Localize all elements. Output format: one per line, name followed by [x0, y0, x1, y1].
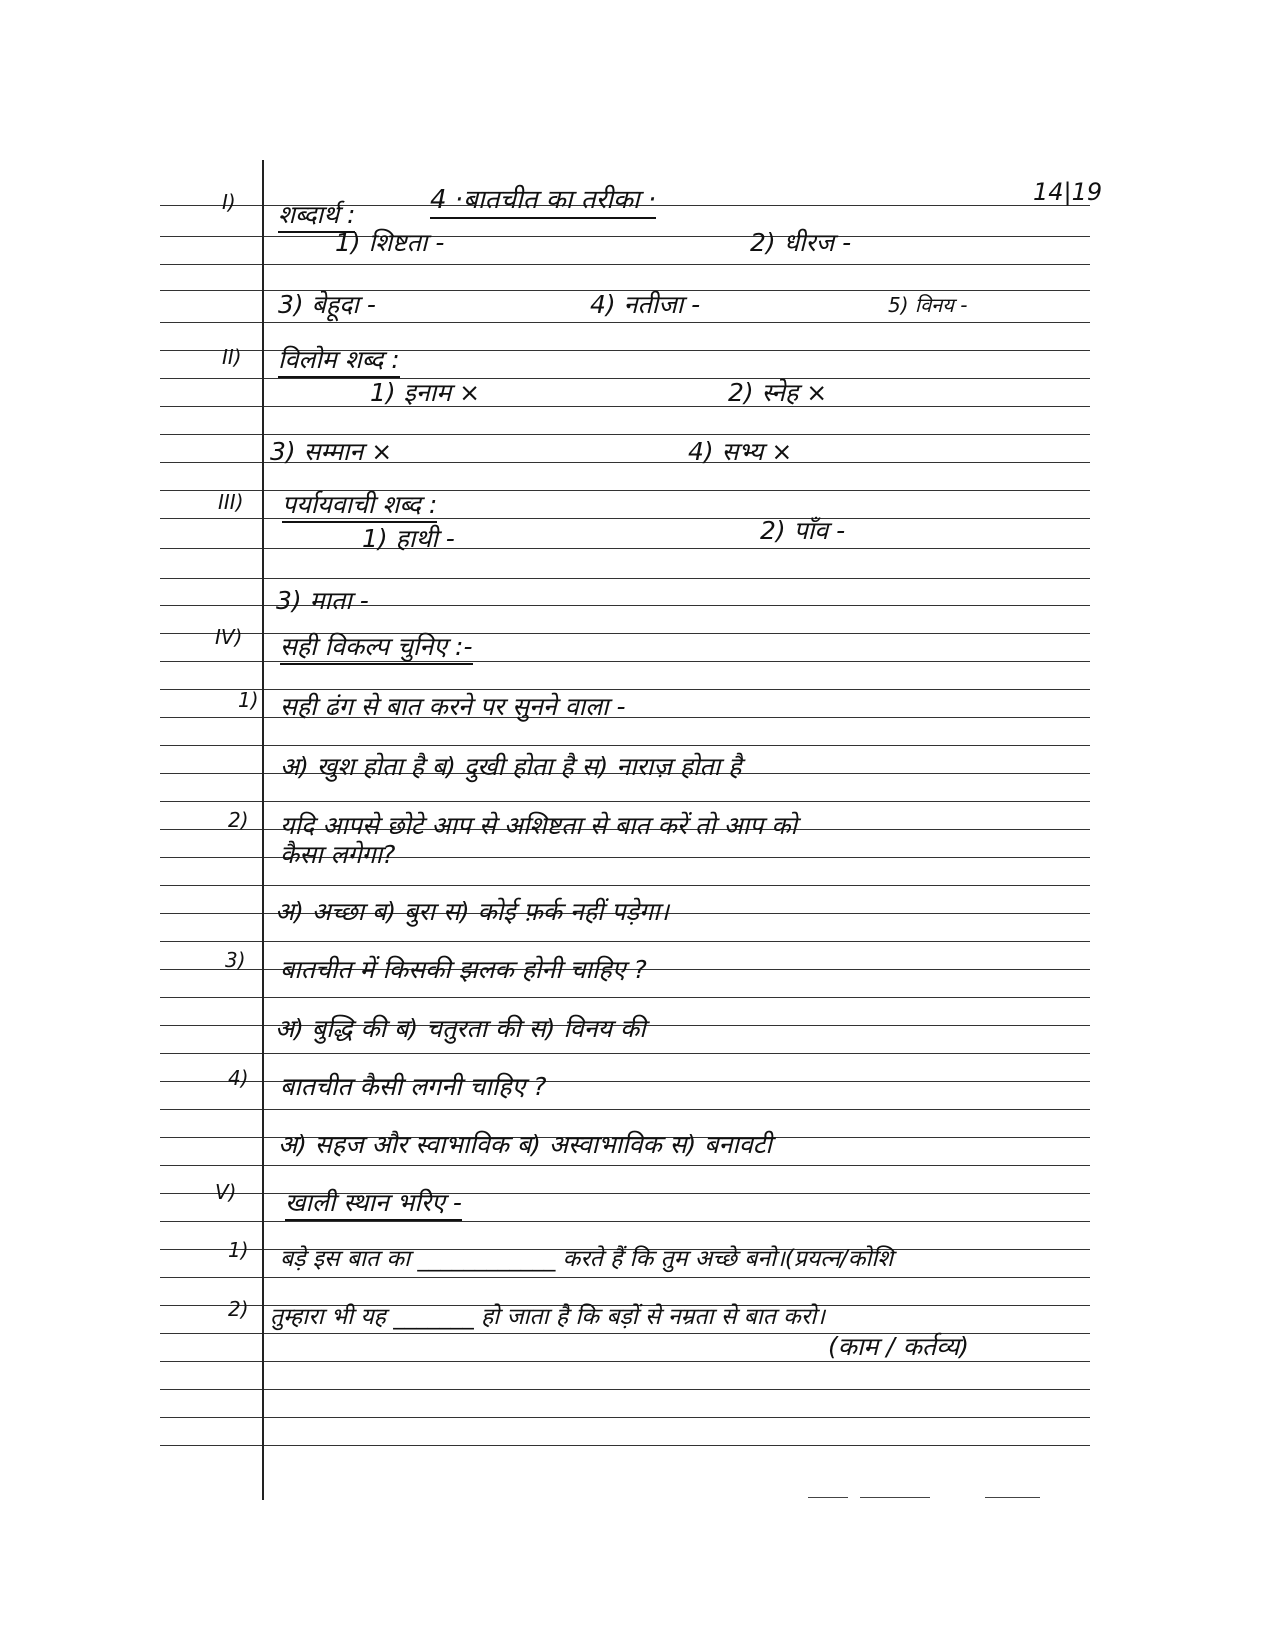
ruled-line — [160, 406, 1090, 407]
question-text: यदि आपसे छोटे आप से अशिष्टता से बात करें तो आप को — [280, 811, 797, 840]
footer-dash — [985, 1497, 1040, 1498]
ruled-line — [160, 689, 1090, 690]
margin-line — [262, 160, 264, 1500]
question-number: 1) — [228, 1238, 249, 1262]
section-heading: खाली स्थान भरिए - — [285, 1188, 462, 1221]
list-item: 3) सम्मान × — [270, 437, 393, 466]
footer-dash — [860, 1497, 930, 1498]
question-options: अ) बुद्धि की ब) चतुरता की स) विनय की — [275, 1014, 646, 1043]
question-number: 1) — [238, 688, 259, 712]
ruled-line — [160, 1109, 1090, 1110]
section-heading: विलोम शब्द : — [278, 345, 400, 378]
section-number: I) — [222, 190, 236, 214]
ruled-line — [160, 548, 1090, 549]
ruled-line — [160, 801, 1090, 802]
ruled-line — [160, 745, 1090, 746]
section-number: V) — [215, 1180, 237, 1204]
list-item: 5) विनय - — [888, 293, 968, 317]
ruled-line — [160, 885, 1090, 886]
list-item: 3) माता - — [276, 586, 369, 615]
question-text: बातचीत में किसकी झलक होनी चाहिए ? — [280, 955, 647, 984]
ruled-line — [160, 264, 1090, 265]
ruled-line — [160, 434, 1090, 435]
fill-blank-text: बड़े इस बात का ____________ करते हैं कि तुम अच्छे बनो।(प्रयत्न/कोशि — [280, 1246, 894, 1272]
ruled-line — [160, 1417, 1090, 1418]
question-options: अ) अच्छा ब) बुरा स) कोई फ़र्क नहीं पड़ेगा। — [275, 897, 670, 926]
question-number: 2) — [228, 808, 249, 832]
question-text: कैसा लगेगा? — [280, 840, 396, 869]
section-heading: सही विकल्प चुनिए :- — [280, 632, 473, 665]
list-item: 4) नतीजा - — [590, 290, 701, 319]
question-text: बातचीत कैसी लगनी चाहिए ? — [280, 1072, 547, 1101]
footer-dash — [808, 1497, 848, 1498]
question-number: 4) — [228, 1066, 249, 1090]
question-options: अ) खुश होता है ब) दुखी होता है स) नाराज़ होता है — [280, 752, 742, 781]
question-number: 2) — [228, 1297, 249, 1321]
list-item: 2) पाँव - — [760, 516, 846, 545]
section-heading: पर्यायवाची शब्द : — [282, 490, 437, 523]
question-options: अ) सहज और स्वाभाविक ब) अस्वाभाविक स) बनावटी — [278, 1130, 772, 1159]
ruled-line — [160, 997, 1090, 998]
ruled-line — [160, 1277, 1090, 1278]
list-item: 1) इनाम × — [370, 378, 481, 407]
fill-blank-text: तुम्हारा भी यह _______ हो जाता है कि बड़ों से नम्रता से बात करो। — [270, 1304, 825, 1330]
section-number: IV) — [215, 625, 243, 649]
ruled-line — [160, 578, 1090, 579]
ruled-line — [160, 236, 1090, 237]
ruled-line — [160, 1389, 1090, 1390]
ruled-line — [160, 322, 1090, 323]
list-item: 2) धीरज - — [750, 228, 852, 257]
fill-blank-hint: (काम / कर्तव्य) — [828, 1332, 969, 1361]
question-text: सही ढंग से बात करने पर सुनने वाला - — [280, 692, 626, 721]
page-title: 4 ·बातचीत का तरीका · — [430, 180, 656, 219]
list-item: 1) शिष्टता - — [335, 228, 445, 257]
ruled-line — [160, 941, 1090, 942]
list-item: 2) स्नेह × — [728, 378, 828, 407]
list-item: 1) हाथी - — [362, 524, 455, 553]
ruled-line — [160, 378, 1090, 379]
ruled-line — [160, 1165, 1090, 1166]
question-number: 3) — [225, 948, 246, 972]
ruled-line — [160, 1445, 1090, 1446]
list-item: 3) बेहूदा - — [278, 290, 376, 319]
ruled-line — [160, 1053, 1090, 1054]
section-number: II) — [222, 345, 242, 369]
page-number: 14|19 — [1033, 178, 1103, 206]
section-heading: शब्दार्थ : — [278, 200, 355, 233]
section-number: III) — [218, 490, 244, 514]
ruled-line — [160, 1221, 1090, 1222]
list-item: 4) सभ्य × — [688, 437, 793, 466]
